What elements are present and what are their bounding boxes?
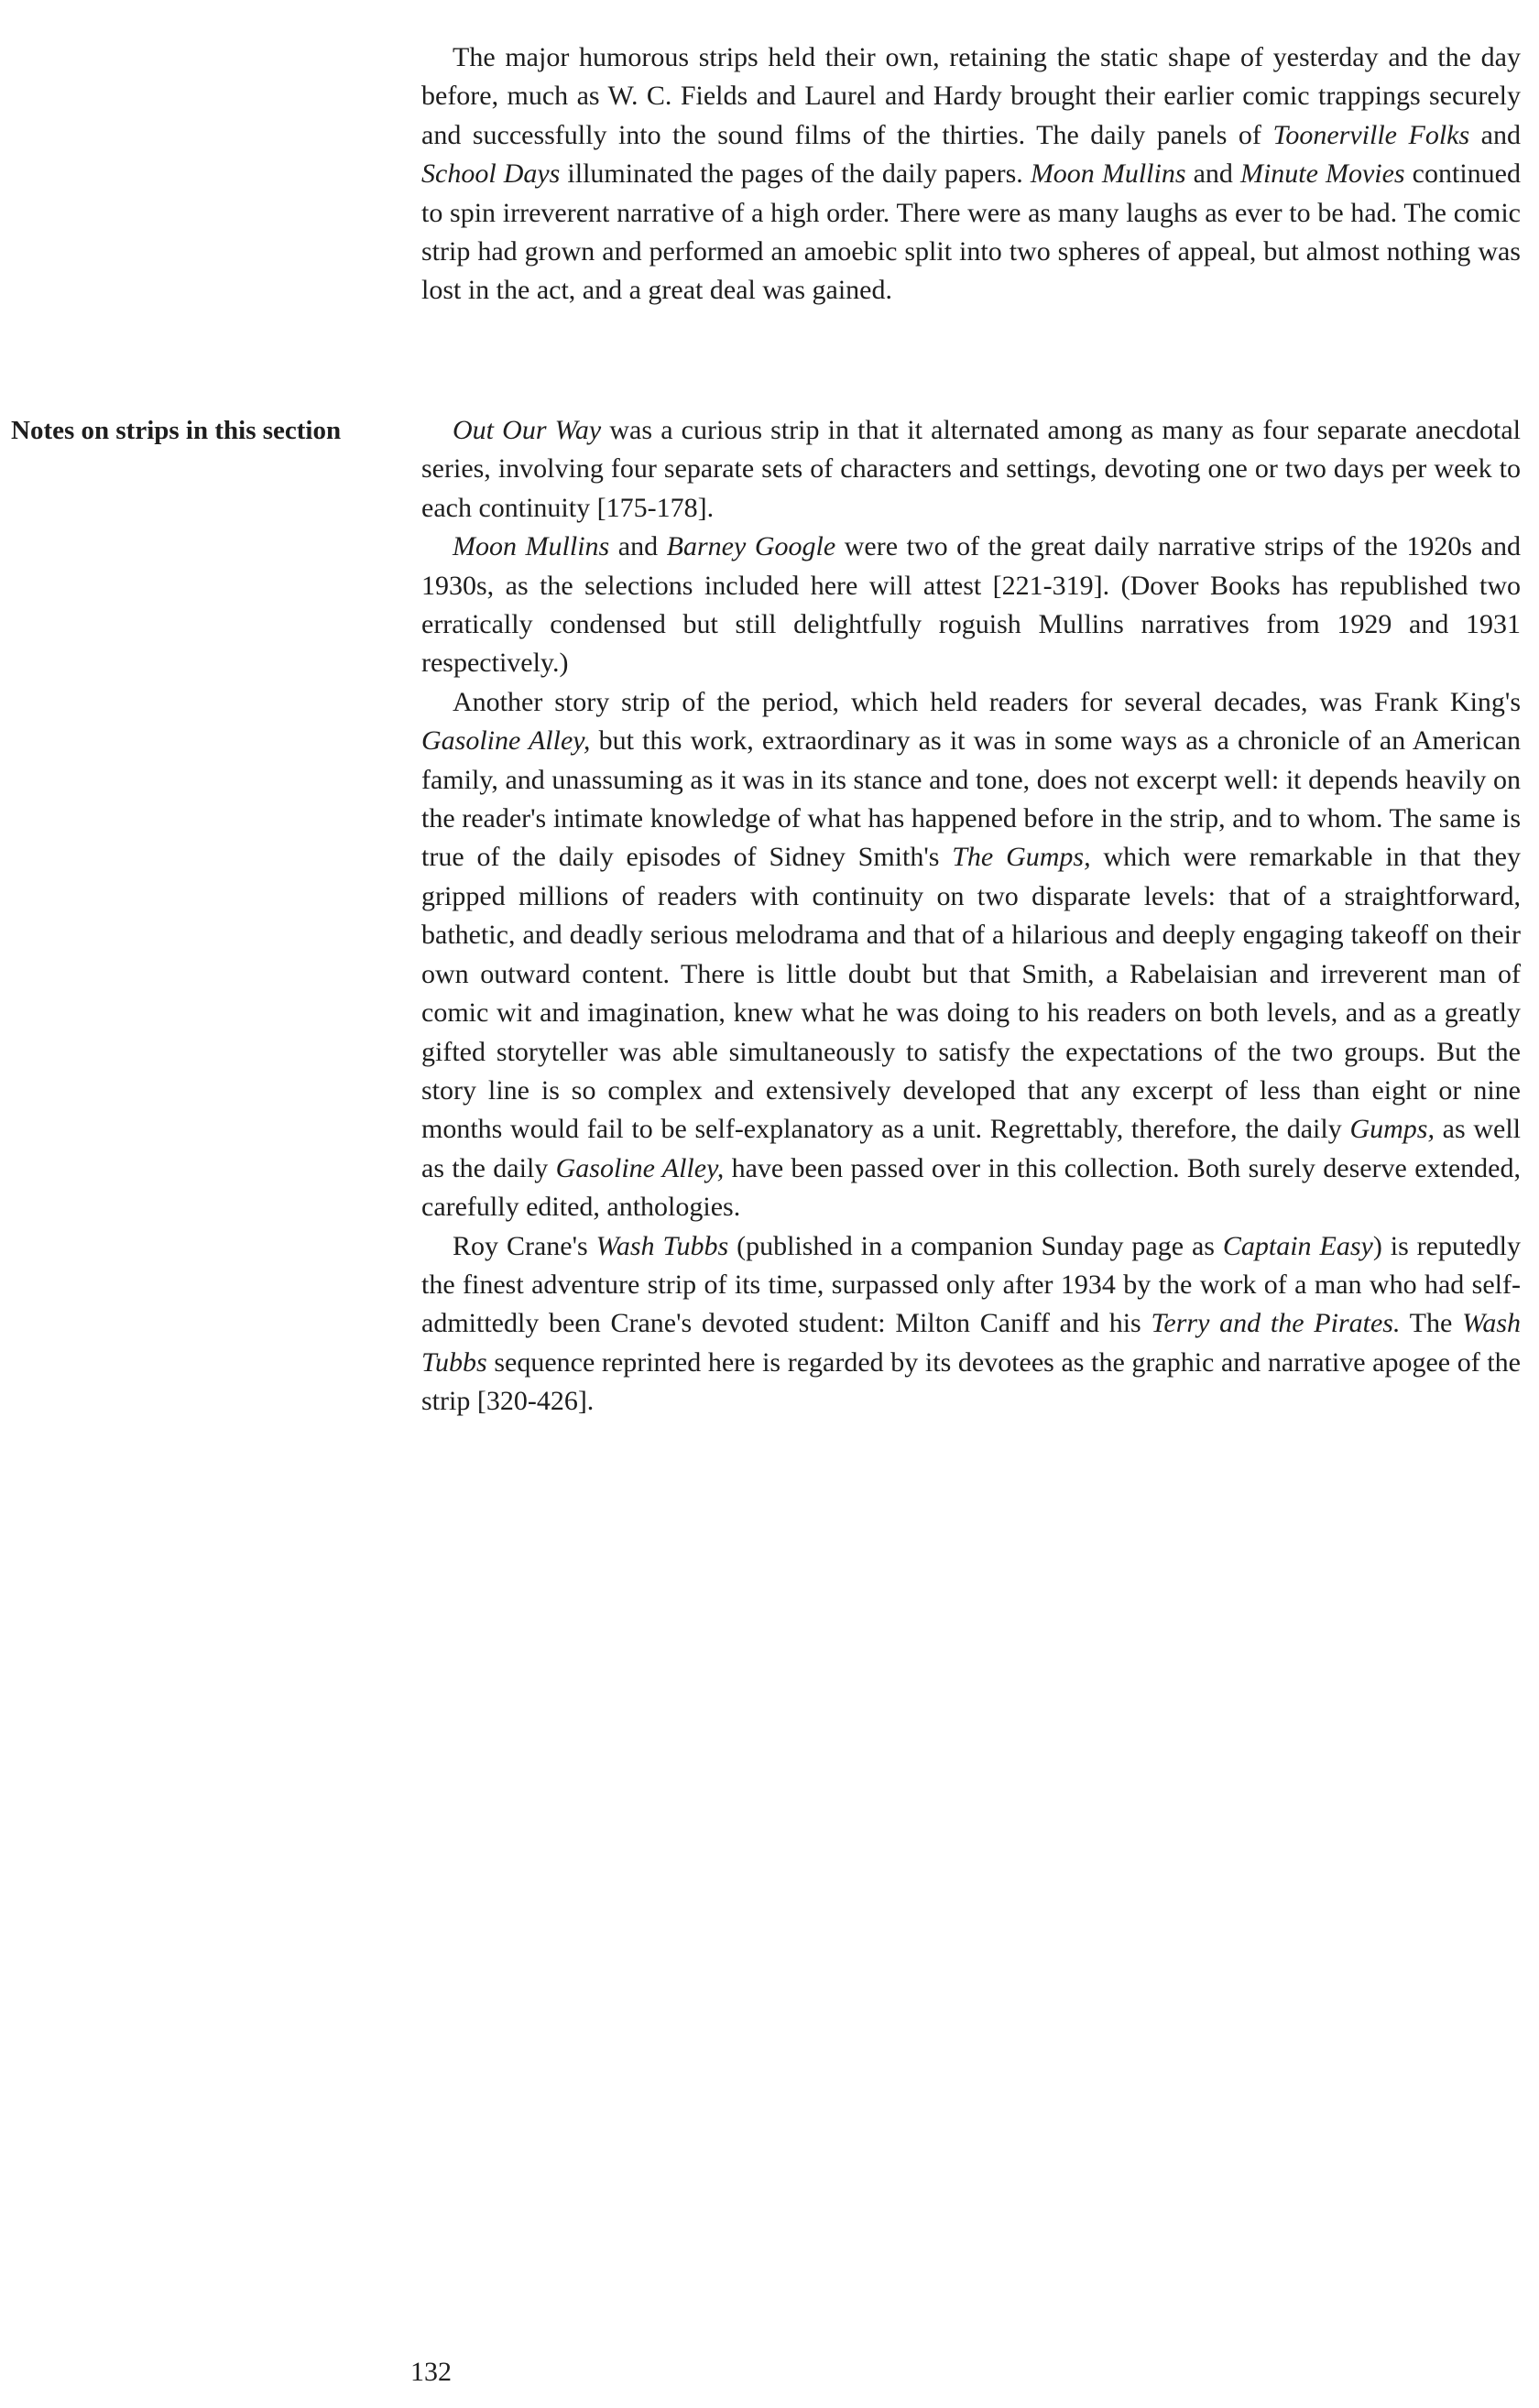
section-sidebar-heading: Notes on strips in this section <box>11 416 342 445</box>
intro-text-block <box>421 38 1521 311</box>
italic-title: Moon Mullins <box>453 531 610 562</box>
text-run: sequence reprinted here is regarded by its devotees as the graphic and narrative apogee of the strip [320-426]. <box>421 1346 1521 1417</box>
italic-title: Out Our Way <box>453 415 602 445</box>
notes-paragraph-out-our-way <box>421 411 1521 528</box>
italic-title: Minute Movies <box>1239 158 1405 190</box>
text-run: and <box>1469 119 1521 150</box>
italic-title: Barney Google <box>666 531 836 562</box>
text-run: The major humorous strips held their own, retaining the static shape of yesterday and the day before, much as W. C. Fields and Laurel and Hardy brought their earlier comic trappings securely and successfully into the sound films of the thirties. The daily panels of <box>421 42 1521 150</box>
notes-paragraph-gasoline-alley <box>421 683 1521 1227</box>
italic-title: Captain Easy <box>1222 1230 1373 1261</box>
text-run: continued to spin irreverent narrative of a high order. There were as many laughs as ever to be had. The comic strip had grown and performed an amoebic split into two spheres of appeal, but almost nothing was lost in the act, and a great deal was gained. <box>421 158 1521 306</box>
text-run: Another story strip of the period, which held readers for several decades, was Frank King's <box>453 686 1521 717</box>
text-run: as well as the daily <box>421 1114 1522 1183</box>
italic-title: The Gumps, <box>952 842 1091 873</box>
text-run: and <box>609 531 667 562</box>
text-run: The <box>1400 1308 1463 1339</box>
text-run: ) is reputedly the finest adventure strip of its time, surpassed only after 1934 by the work of a man who had self-admittedly been Crane's devoted student: Milton Caniff and his <box>421 1230 1521 1339</box>
text-run: was a curious strip in that it alternated among as many as four separate anecdotal series, involving four separate sets of characters and settings, devoting one or two days per week to each continuity [175-178]. <box>421 415 1521 523</box>
page-number: 132 <box>410 2357 452 2387</box>
italic-title: Gumps, <box>1349 1114 1435 1145</box>
text-run: illuminated the pages of the daily papers. <box>560 158 1031 190</box>
italic-title: Moon Mullins <box>1030 158 1186 190</box>
notes-paragraph-moon-mullins <box>421 528 1521 683</box>
text-run: and <box>1185 158 1240 190</box>
notes-paragraph-wash-tubbs <box>421 1227 1521 1422</box>
text-run: which were remarkable in that they gripped millions of readers with continuity on two disparate levels: that of a straightforward, bathetic, and deadly serious melodrama and that of a hilarious and deeply engaging takeoff on their own outward content. There is little doubt but that Smith, a Rabelaisian and irreverent man of comic wit and imagination, knew what he was doing to his readers on both levels, and as a greatly gifted storyteller was able simultaneously to satisfy the expectations of the two groups. But the story line is so complex and extensively developed that any excerpt of less than eight or nine months would fail to be self-explanatory as a unit. Regrettably, therefore, the daily <box>421 842 1521 1145</box>
text-run: but this work, extraordinary as it was in some ways as a chronicle of an American family, and unassuming as it was in its stance and tone, does not excerpt well: it depends heavily on the reader's intimate knowledge of what has happened before in the strip, and to whom. The same is true of the daily episodes of Sidney Smith's <box>421 725 1521 873</box>
italic-title: Gasoline Alley, <box>421 725 591 757</box>
italic-title: Wash Tubbs <box>421 1308 1521 1378</box>
italic-title: School Days <box>421 158 561 190</box>
text-run: were two of the great daily narrative strips of the 1920s and 1930s, as the selections included here will attest [221-319]. (Dover Books has republished two erratically condensed but still delightfully roguish Mullins narratives from 1929 and 1931 respectively.) <box>421 531 1521 679</box>
text-run: have been passed over in this collection. Both surely deserve extended, carefully edited, anthologies. <box>421 1152 1521 1223</box>
intro-paragraph <box>421 38 1521 311</box>
notes-text-block <box>421 411 1521 1422</box>
italic-title: Gasoline Alley, <box>555 1152 725 1183</box>
text-run: Roy Crane's <box>453 1230 596 1261</box>
italic-title: Wash Tubbs <box>595 1230 729 1261</box>
italic-title: Toonerville Folks <box>1272 119 1470 150</box>
text-run: (published in a companion Sunday page as <box>728 1230 1223 1261</box>
italic-title: Terry and the Pirates. <box>1151 1308 1401 1339</box>
